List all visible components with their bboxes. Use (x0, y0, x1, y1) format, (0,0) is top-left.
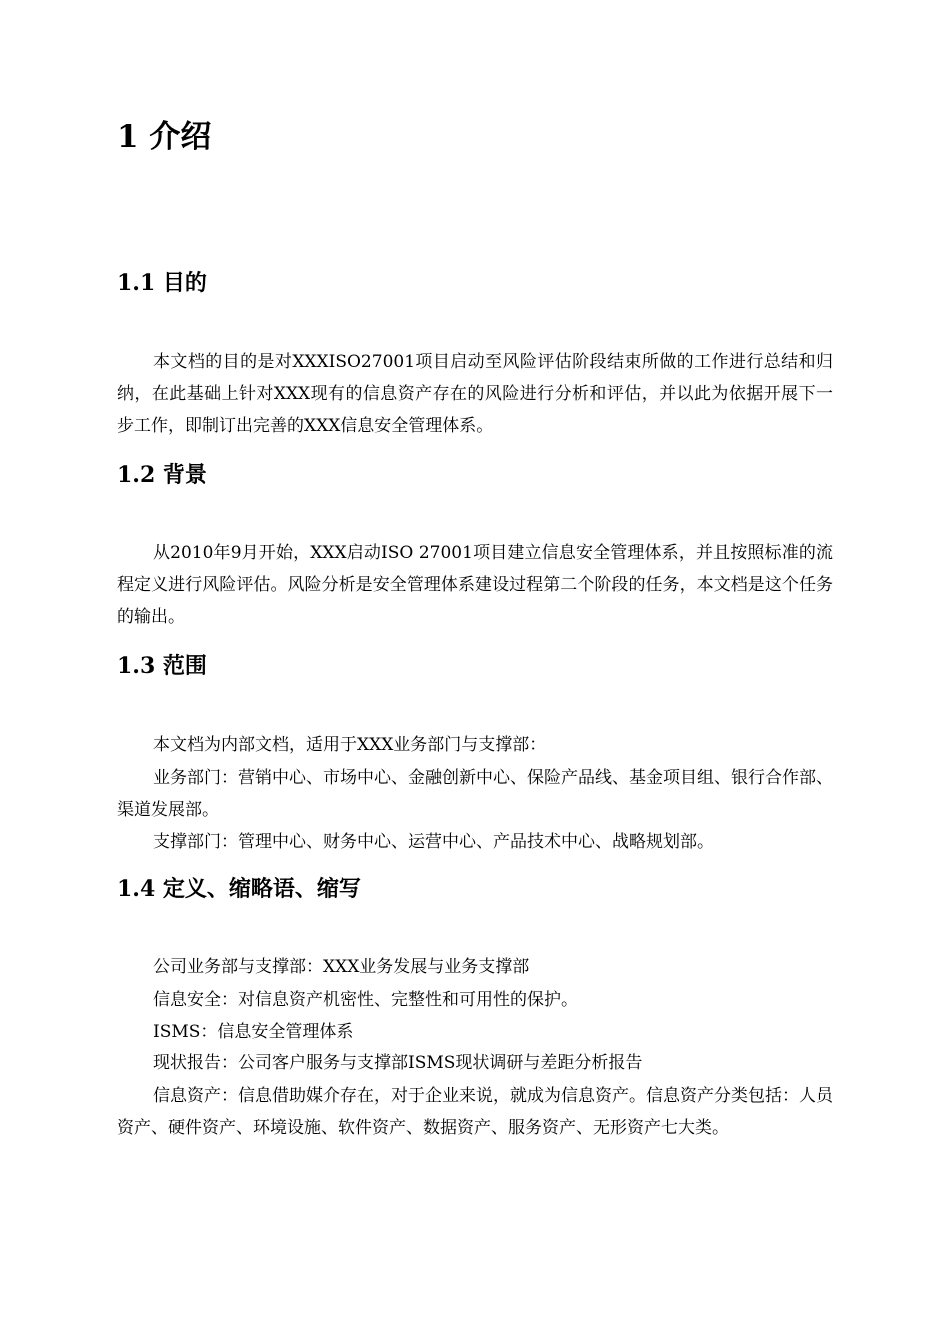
section-heading-definitions: 1.4 定义、缩略语、缩写 (117, 876, 361, 902)
section-heading-scope: 1.3 范围 (117, 653, 207, 679)
chapter-title: 1 介绍 (117, 119, 212, 155)
section-heading-purpose: 1.1 目的 (117, 270, 207, 296)
paragraph: 现状报告：公司客户服务与支撑部ISMS现状调研与差距分析报告 (153, 1053, 643, 1073)
paragraph: 从2010年9月开始，XXX启动ISO 27001项目建立信息安全管理体系，并且按照标准的流程定义进行风险评估。风险分析是安全管理体系建设过程第二个阶段的任务，本文档是这个任务的输出。 (117, 543, 833, 627)
section-heading-background: 1.2 背景 (117, 462, 207, 488)
paragraph: 业务部门：营销中心、市场中心、金融创新中心、保险产品线、基金项目组、银行合作部、渠道发展部。 (117, 768, 833, 820)
paragraph: 公司业务部与支撑部：XXX业务发展与业务支撑部 (153, 957, 530, 977)
paragraph: ISMS：信息安全管理体系 (153, 1022, 354, 1042)
paragraph: 本文档的目的是对XXXISO27001项目启动至风险评估阶段结束所做的工作进行总结和归纳，在此基础上针对XXX现有的信息资产存在的风险进行分析和评估，并以此为依据开展下一步工作，即制订出完善的XXX信息安全管理体系。 (117, 352, 833, 436)
paragraph: 本文档为内部文档，适用于XXX业务部门与支撑部： (153, 735, 547, 755)
paragraph: 支撑部门：管理中心、财务中心、运营中心、产品技术中心、战略规划部。 (153, 832, 714, 852)
paragraph: 信息安全：对信息资产机密性、完整性和可用性的保护。 (153, 990, 578, 1010)
paragraph: 信息资产：信息借助媒介存在，对于企业来说，就成为信息资产。信息资产分类包括：人员资产、硬件资产、环境设施、软件资产、数据资产、服务资产、无形资产七大类。 (117, 1086, 833, 1138)
